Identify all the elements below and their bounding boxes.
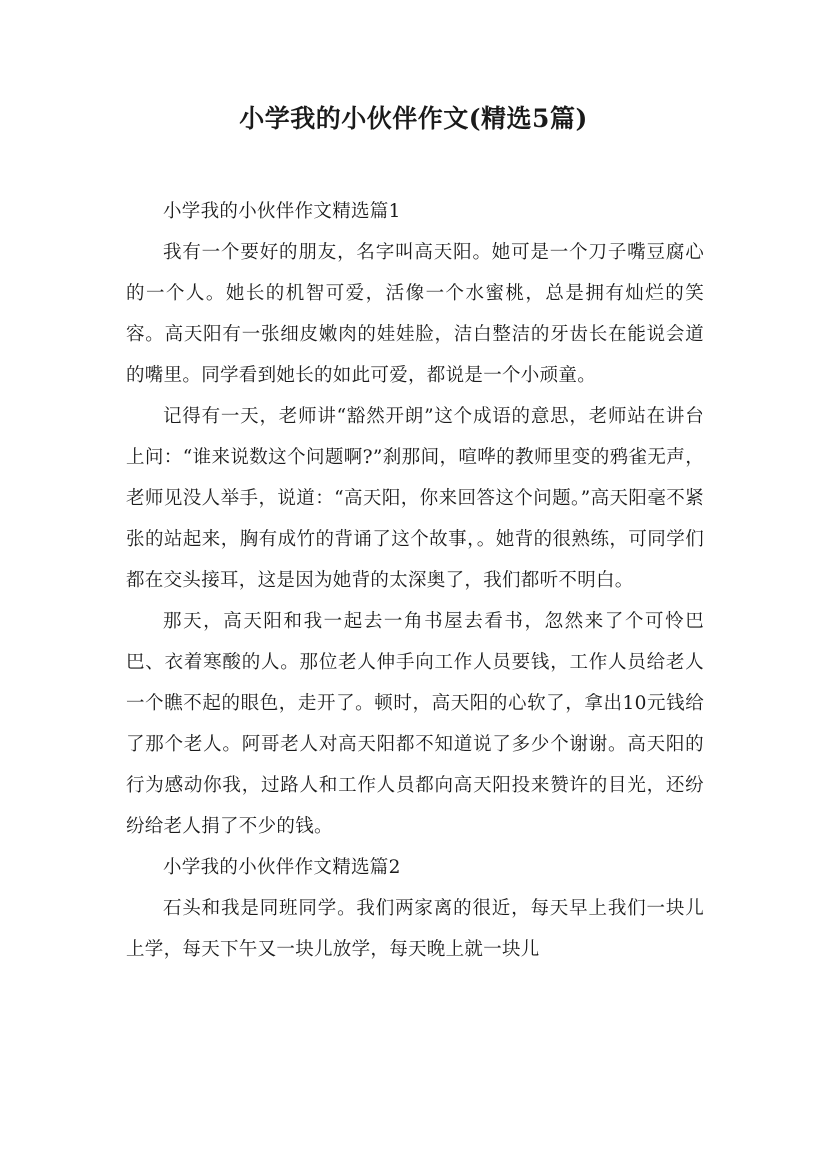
paragraph: 我有一个要好的朋友，名字叫高天阳。她可是一个刀子嘴豆腐心的一个人。她长的机智可爱，活像一个水蜜桃，总是拥有灿烂的笑容。高天阳有一张细皮嫩肉的娃娃脸，洁白整洁的牙齿长在能说会道的嘴里。同学看到她长的如此可爱，都说是一个小顽童。 [126,242,704,386]
section-heading: 小学我的小伙伴作文精选篇1 [163,201,401,222]
document-title: 小学我的小伙伴作文(精选5篇) [239,104,588,133]
section-heading: 小学我的小伙伴作文精选篇2 [163,857,401,878]
paragraph: 那天，高天阳和我一起去一角书屋去看书，忽然来了个可怜巴巴、衣着寒酸的人。那位老人伸手向工作人员要钱，工作人员给老人一个瞧不起的眼色，走开了。顿时，高天阳的心软了，拿出10元钱给了那个老人。阿哥老人对高天阳都不知道说了多少个谢谢。高天阳的行为感动你我，过路人和工作人员都向高天阳投来赞许的目光，还纷纷给老人捐了不少的钱。 [126,611,704,837]
paragraph: 石头和我是同班同学。我们两家离的很近，每天早上我们一块儿上学，每天下午又一块儿放学，每天晚上就一块儿 [126,898,704,960]
document-body [126,191,704,970]
paragraph: 记得有一天，老师讲“豁然开朗”这个成语的意思，老师站在讲台上问：“谁来说数这个问题啊?”刹那间，喧哗的教师里变的鸦雀无声，老师见没人举手，说道：“高天阳，你来回答这个问题。”高天阳毫不紧张的站起来，胸有成竹的背诵了这个故事，。她背的很熟练，可同学们都在交头接耳，这是因为她背的太深奥了，我们都听不明白。 [126,406,704,591]
